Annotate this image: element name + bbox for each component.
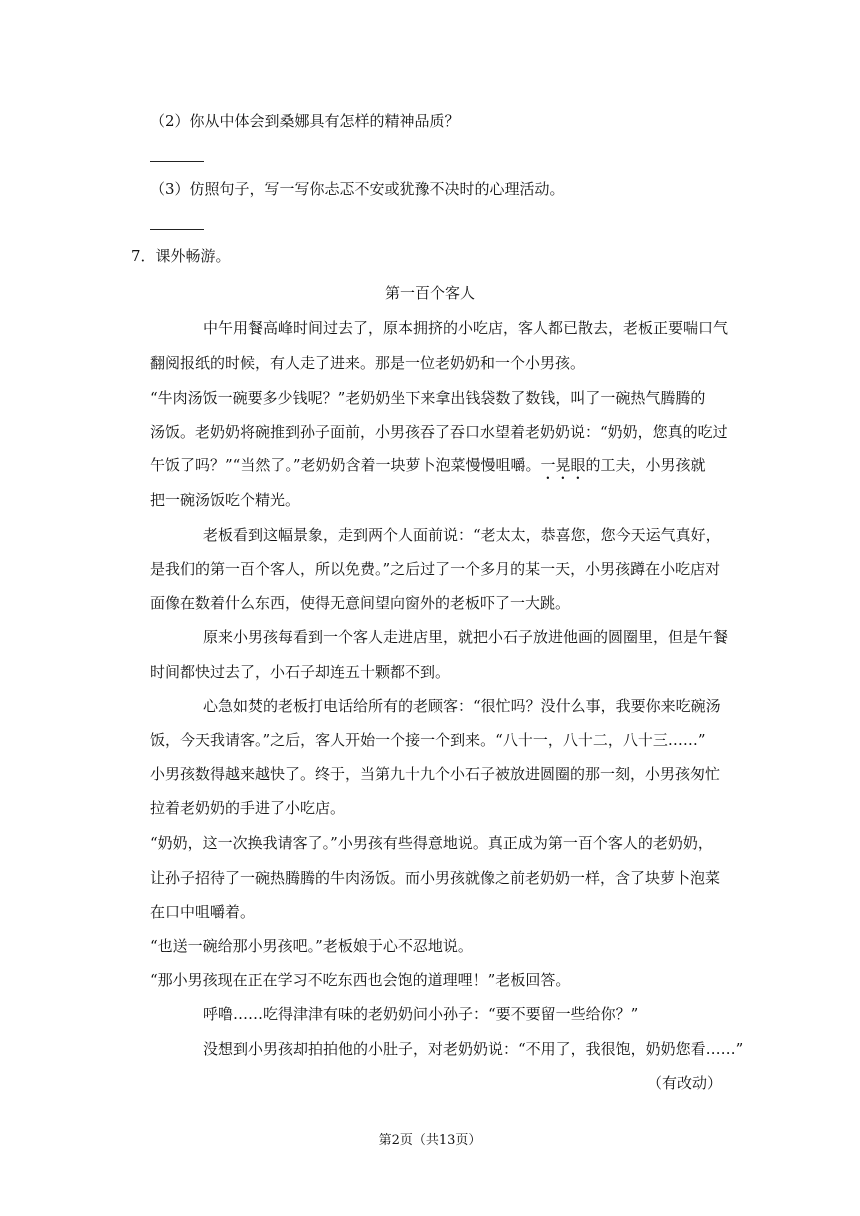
answer-blank-2[interactable] <box>150 161 204 162</box>
paragraph-line: 呼噜……吃得津津有味的老奶奶问小孙子：“要不要留一些给你？” <box>203 1005 639 1023</box>
line-text: 的工夫，小男孩就 <box>585 456 706 474</box>
emphasized-phrase: 一晃眼 <box>540 456 586 474</box>
answer-blank-3[interactable] <box>150 229 204 230</box>
question-2: （2）你从中体会到桑娜具有怎样的精神品质？ <box>150 112 460 130</box>
page-footer: 第2页（共13页） <box>378 1133 482 1148</box>
source-note: （有改动） <box>646 1074 722 1092</box>
paragraph-line: 拉着老奶奶的手进了小吃店。 <box>150 799 346 817</box>
paragraph-line: 小男孩数得越来越快了。终于，当第九十九个小石子被放进圆圈的那一刻，小男孩匆忙 <box>150 765 721 783</box>
line-text: 午饭了吗？”“当然了。”老奶奶含着一块萝卜泡菜慢慢咀嚼。 <box>150 456 541 474</box>
paragraph-line: 原来小男孩每看到一个客人走进店里，就把小石子放进他画的圆圈里，但是午餐 <box>203 628 729 646</box>
paragraph-line: 把一碗汤饭吃个精光。 <box>150 491 301 509</box>
question-3: （3）仿照句子，写一写你忐忑不安或犹豫不决时的心理活动。 <box>150 180 565 198</box>
paragraph-line: “牛肉汤饭一碗要多少钱呢？”老奶奶坐下来拿出钱袋数了数钱，叫了一碗热气腾腾的 <box>150 389 706 407</box>
paragraph-line: 时间都快过去了，小石子却连五十颗都不到。 <box>150 663 451 681</box>
paragraph-line: “奶奶，这一次换我请客了。”小男孩有些得意地说。真正成为第一百个客人的老奶奶， <box>150 834 713 852</box>
paragraph-line: 没想到小男孩却拍拍他的小肚子，对老奶奶说：“不用了，我很饱，奶奶您看……” <box>203 1040 744 1058</box>
question-7: 7．课外畅游。 <box>131 247 231 265</box>
paragraph-line: “也送一碗给那小男孩吧。”老板娘于心不忍地说。 <box>150 937 473 955</box>
paragraph-line: 翻阅报纸的时候，有人走了进来。那是一位老奶奶和一个小男孩。 <box>150 354 586 372</box>
paragraph-line: 面像在数着什么东西，使得无意间望向窗外的老板吓了一大跳。 <box>150 594 571 612</box>
paragraph-line: 是我们的第一百个客人，所以免费。”之后过了一个多月的某一天，小男孩蹲在小吃店对 <box>150 560 721 578</box>
paragraph-line: 在口中咀嚼着。 <box>150 903 256 921</box>
paragraph-line: 中午用餐高峰时间过去了，原本拥挤的小吃店，客人都已散去，老板正要喘口气 <box>203 319 729 337</box>
paragraph-line: “那小男孩现在正在学习不吃东西也会饱的道理哩！”老板回答。 <box>150 971 571 989</box>
paragraph-line: 心急如焚的老板打电话给所有的老顾客：“很忙吗？没什么事，我要你来吃碗汤 <box>203 697 721 715</box>
paragraph-line <box>150 454 706 483</box>
paragraph-line: 饭，今天我请客。”之后，客人开始一个接一个到来。“八十一，八十二，八十三……” <box>150 731 706 749</box>
paragraph-line: 让孙子招待了一碗热腾腾的牛肉汤饭。而小男孩就像之前老奶奶一样，含了块萝卜泡菜 <box>150 869 721 887</box>
paragraph-line: 汤饭。老奶奶将碗推到孙子面前，小男孩吞了吞口水望着老奶奶说：“奶奶，您真的吃过 <box>150 423 728 441</box>
story-title: 第一百个客人 <box>384 284 475 302</box>
paragraph-line: 老板看到这幅景象，走到两个人面前说：“老太太，恭喜您，您今天运气真好， <box>203 526 721 544</box>
